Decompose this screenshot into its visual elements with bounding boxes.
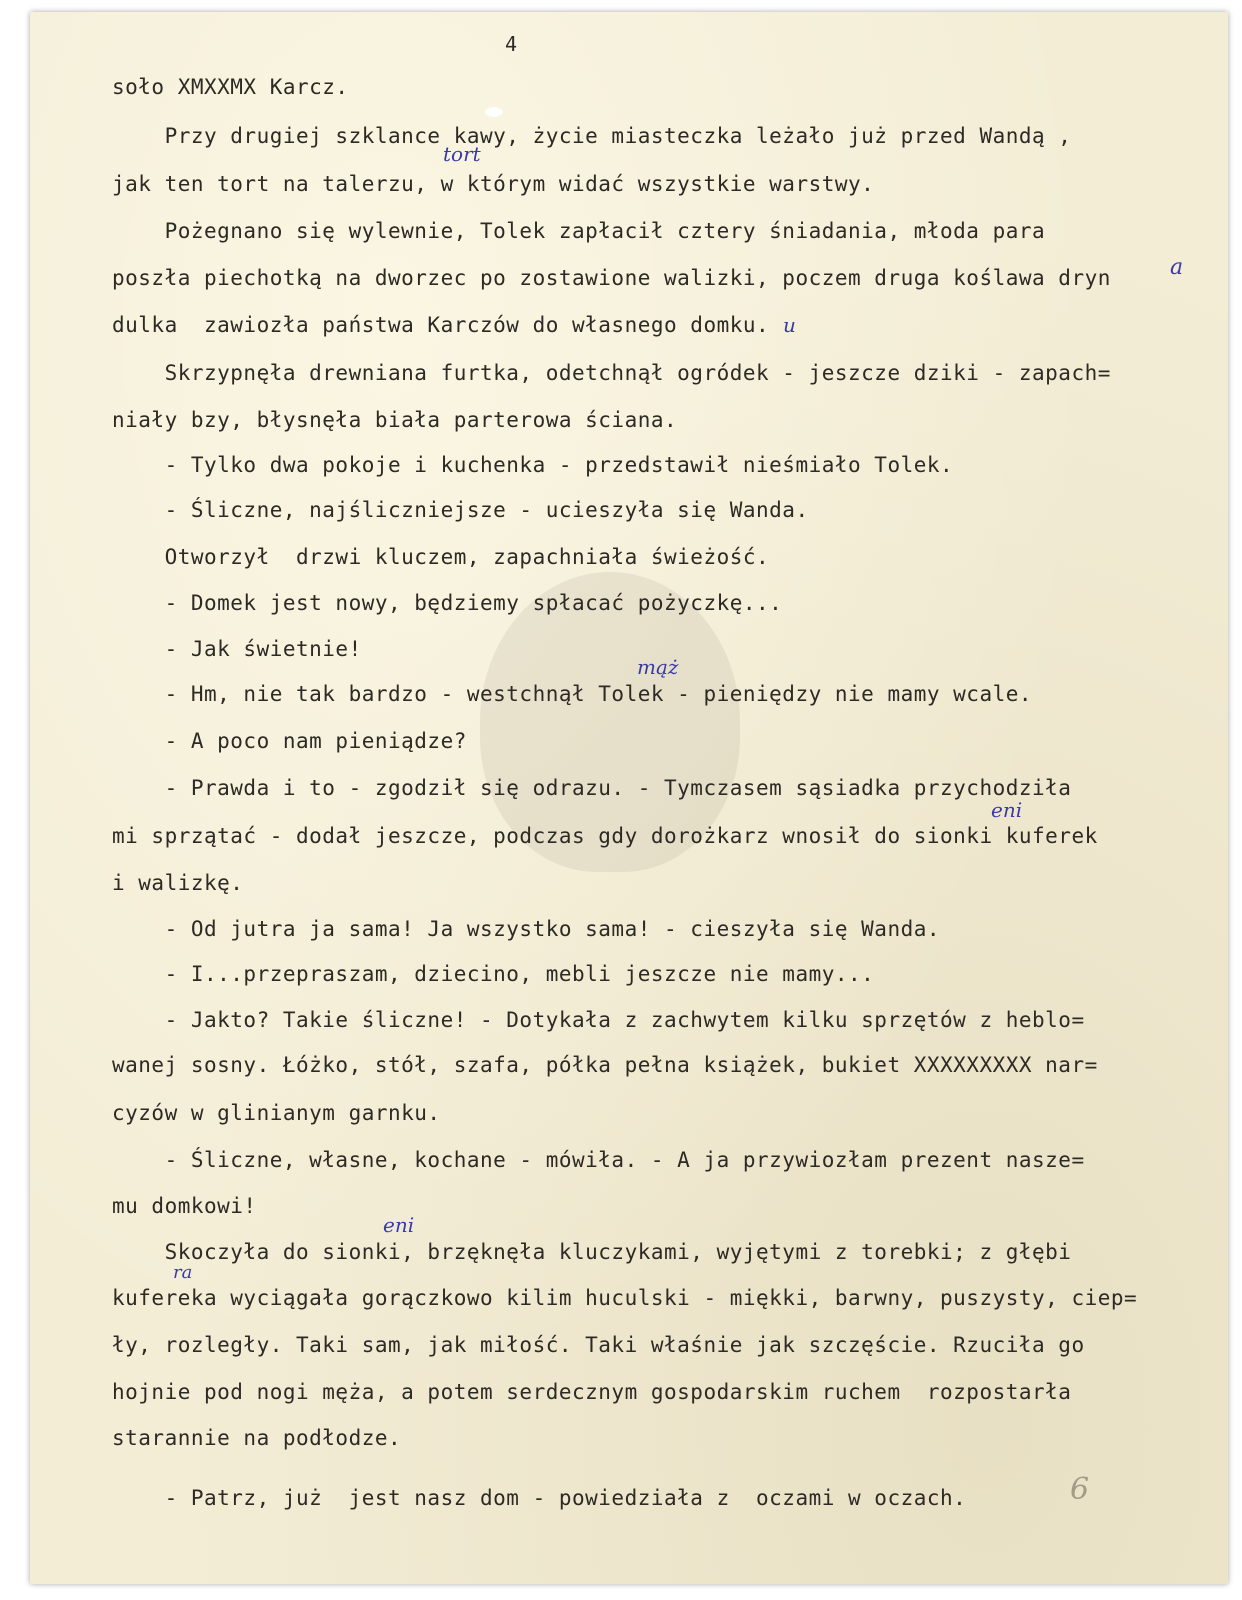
handwritten-correction: u xyxy=(783,313,796,337)
text-line: Otworzył drzwi kluczem, zapachniała świeżość. xyxy=(112,545,770,569)
page-number: 4 xyxy=(505,32,518,56)
handwritten-correction: a xyxy=(1170,255,1184,280)
handwritten-correction: tort xyxy=(443,142,481,166)
text-line: i walizkę. xyxy=(112,871,244,895)
text-line: - Domek jest nowy, będziemy spłacać pożyczkę... xyxy=(112,591,783,615)
text-line: Pożegnano się wylewnie, Tolek zapłacił cztery śniadania, młoda para xyxy=(112,219,1046,243)
handwritten-correction: ra xyxy=(173,1262,193,1283)
handwritten-correction: mąż xyxy=(637,655,679,679)
text-line: cyzów w glinianym garnku. xyxy=(112,1101,441,1125)
text-line: jak ten tort na talerzu, w którym widać wszystkie warstwy. xyxy=(112,172,875,196)
handwritten-correction: eni xyxy=(991,798,1023,822)
text-line: Skoczyła do sionki, brzęknęła kluczykami, wyjętymi z torebki; z głębi xyxy=(112,1240,1072,1264)
text-line: - Od jutra ja sama! Ja wszystko sama! - cieszyła się Wanda. xyxy=(112,917,941,941)
text-line: starannie na podłodze. xyxy=(112,1426,402,1450)
text-line: dulka zawiozła państwa Karczów do własnego domku. xyxy=(112,313,770,337)
text-line: kufereka wyciągała gorączkowo kilim huculski - miękki, barwny, puszysty, ciep= xyxy=(112,1286,1138,1310)
text-line: - Jakto? Takie śliczne! - Dotykała z zachwytem kilku sprzętów z heblo= xyxy=(112,1008,1085,1032)
text-line: Skrzypnęła drewniana furtka, odetchnął ogródek - jeszcze dziki - zapach= xyxy=(112,361,1111,385)
text-line: ły, rozległy. Taki sam, jak miłość. Taki właśnie jak szczęście. Rzuciła go xyxy=(112,1333,1085,1357)
text-line: wanej sosny. Łóżko, stół, szafa, półka pełna książek, bukiet XXXXXXXXX nar= xyxy=(112,1053,1098,1077)
text-line: - Tylko dwa pokoje i kuchenka - przedstawił nieśmiało Tolek. xyxy=(112,453,954,477)
text-line: Przy drugiej szklance kawy, życie miasteczka leżało już przed Wandą , xyxy=(112,124,1072,148)
pencil-folio-number: 6 xyxy=(1070,1472,1090,1507)
paper-hole xyxy=(485,107,503,117)
text-line: - A poco nam pieniądze? xyxy=(112,729,467,753)
text-line: - Śliczne, własne, kochane - mówiła. - A ja przywiozłam prezent nasze= xyxy=(112,1148,1085,1172)
text-line: mi sprzątać - dodał jeszcze, podczas gdy dorożkarz wnosił do sionki kuferek xyxy=(112,824,1098,848)
text-line: hojnie pod nogi męża, a potem serdecznym gospodarskim ruchem rozpostarła xyxy=(112,1380,1072,1404)
text-line: - Śliczne, najśliczniejsze - ucieszyła się Wanda. xyxy=(112,498,809,522)
text-line: - Patrz, już jest nasz dom - powiedziała z oczami w oczach. xyxy=(112,1486,967,1510)
text-line: poszła piechotką na dworzec po zostawione walizki, poczem druga koślawa dryn xyxy=(112,266,1111,290)
text-line: - Jak świetnie! xyxy=(112,637,362,661)
text-line: - Prawda i to - zgodził się odrazu. - Tymczasem sąsiadka przychodziła xyxy=(112,776,1072,800)
text-line: niały bzy, błysnęła biała parterowa ściana. xyxy=(112,408,678,432)
text-line: - I...przepraszam, dziecino, mebli jeszcze nie mamy... xyxy=(112,962,875,986)
handwritten-correction: eni xyxy=(383,1213,415,1237)
text-line: soło XMXXMX Karcz. xyxy=(112,75,349,99)
text-line: mu domkowi! xyxy=(112,1194,257,1218)
text-line: - Hm, nie tak bardzo - westchnął Tolek - pieniędzy nie mamy wcale. xyxy=(112,682,1033,706)
